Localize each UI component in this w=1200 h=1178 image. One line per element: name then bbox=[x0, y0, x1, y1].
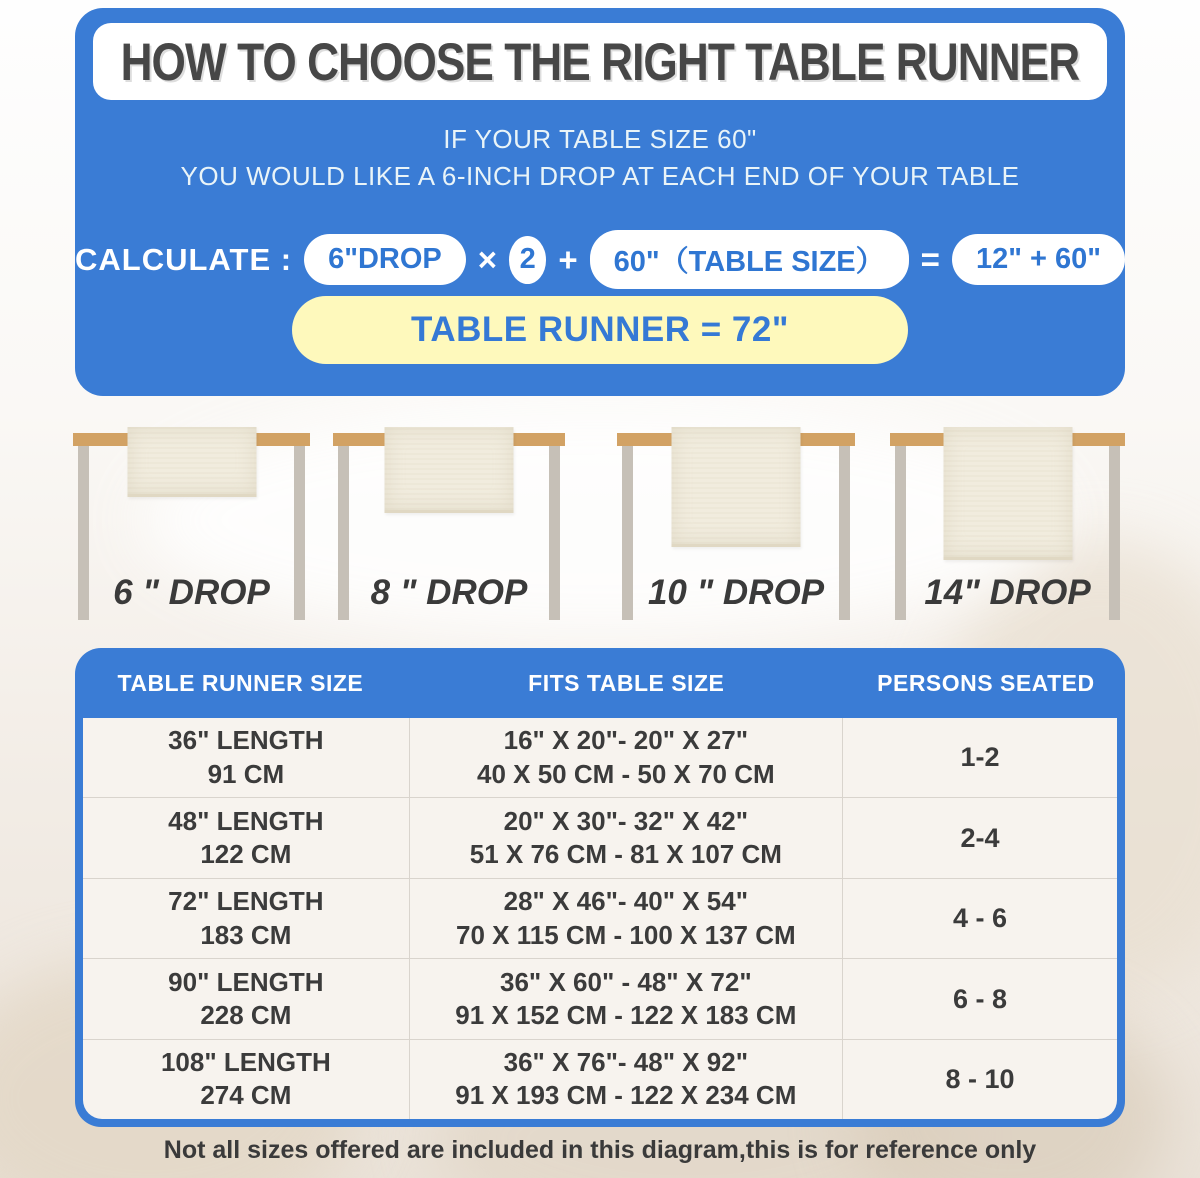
drop-illustration-14 bbox=[890, 425, 1125, 630]
drop-illustration-8 bbox=[333, 425, 565, 630]
drop-pill: 6"DROP bbox=[304, 234, 466, 285]
fits-inches: 28" X 46"- 40" X 54" bbox=[503, 886, 749, 917]
fits-cm: 40 X 50 CM - 50 X 70 CM bbox=[476, 758, 775, 789]
runner-length-cm: 122 CM bbox=[200, 839, 292, 870]
reference-note: Not all sizes offered are included in this diagram,this is for reference only bbox=[163, 1136, 1037, 1164]
fits-cm: 91 X 152 CM - 122 X 183 CM bbox=[455, 999, 797, 1030]
table-runner-14 bbox=[943, 427, 1072, 560]
sum-pill: 12" + 60" bbox=[952, 234, 1125, 285]
fits-inches: 36" X 60" - 48" X 72" bbox=[500, 966, 752, 997]
equals-sign: = bbox=[920, 240, 940, 278]
runner-size-cell bbox=[83, 879, 409, 958]
runner-length-cm: 183 CM bbox=[200, 919, 292, 950]
column-header-persons: PERSONS SEATED bbox=[877, 669, 1095, 696]
runner-size-cell bbox=[83, 718, 409, 797]
multiplier-badge: 2 bbox=[509, 236, 546, 284]
plus-sign: + bbox=[558, 240, 578, 278]
runner-length-cm: 274 CM bbox=[200, 1080, 292, 1111]
subtitle-line-2: YOU WOULD LIKE A 6-INCH DROP AT EACH END OF YOUR TABLE bbox=[180, 161, 1020, 191]
persons-cell: 4 - 6 bbox=[952, 903, 1007, 934]
runner-size-cell bbox=[83, 959, 409, 1038]
fits-inches: 20" X 30"- 32" X 42" bbox=[503, 805, 749, 836]
fits-inches: 36" X 76"- 48" X 92" bbox=[503, 1047, 749, 1078]
persons-cell: 8 - 10 bbox=[945, 1064, 1015, 1095]
times-sign: × bbox=[477, 240, 498, 278]
table-row bbox=[83, 958, 1117, 1038]
fits-size-cell bbox=[409, 718, 843, 797]
table-runner-8 bbox=[385, 427, 514, 513]
runner-length-cm: 228 CM bbox=[200, 999, 292, 1030]
runner-size-cell bbox=[83, 1040, 409, 1119]
subtitle-line-1: IF YOUR TABLE SIZE 60" bbox=[443, 124, 757, 154]
runner-size-cell bbox=[83, 798, 409, 877]
fits-cm: 51 X 76 CM - 81 X 107 CM bbox=[469, 839, 782, 870]
persons-cell: 2-4 bbox=[960, 822, 1000, 853]
size-chart-panel bbox=[75, 648, 1125, 1127]
runner-length-cm: 91 CM bbox=[207, 758, 285, 789]
fits-size-cell bbox=[409, 798, 843, 877]
page-title: HOW TO CHOOSE THE RIGHT TABLE RUNNER bbox=[120, 31, 1080, 92]
table-row bbox=[83, 718, 1117, 797]
persons-cell: 1-2 bbox=[960, 742, 1000, 773]
calculation-row bbox=[75, 230, 1125, 289]
title-box bbox=[93, 23, 1107, 100]
runner-length: 108" LENGTH bbox=[160, 1047, 331, 1078]
column-header-runner-size: TABLE RUNNER SIZE bbox=[117, 669, 364, 696]
runner-length: 72" LENGTH bbox=[168, 886, 324, 917]
drop-label: 6 " DROP bbox=[113, 573, 270, 612]
fits-size-cell bbox=[409, 879, 843, 958]
fits-size-cell bbox=[409, 1040, 843, 1119]
result-pill: TABLE RUNNER = 72" bbox=[292, 296, 908, 364]
fits-cm: 70 X 115 CM - 100 X 137 CM bbox=[456, 919, 796, 950]
table-row bbox=[83, 878, 1117, 958]
table-runner-6 bbox=[127, 427, 256, 497]
runner-length: 90" LENGTH bbox=[168, 966, 324, 997]
fits-size-cell bbox=[409, 959, 843, 1038]
table-runner-10 bbox=[672, 427, 801, 547]
drop-label: 8 " DROP bbox=[370, 573, 528, 612]
drop-illustration-6 bbox=[73, 425, 310, 630]
runner-length: 48" LENGTH bbox=[168, 805, 324, 836]
header-panel bbox=[75, 8, 1125, 396]
drop-illustration-10 bbox=[617, 425, 855, 630]
table-row bbox=[83, 797, 1117, 877]
drop-label: 10 " DROP bbox=[647, 573, 825, 612]
size-chart-body bbox=[83, 718, 1117, 1119]
runner-length: 36" LENGTH bbox=[168, 725, 324, 756]
table-size-pill: 60"（TABLE SIZE） bbox=[590, 230, 909, 289]
fits-cm: 91 X 193 CM - 122 X 234 CM bbox=[455, 1080, 797, 1111]
drop-label: 14" DROP bbox=[924, 573, 1091, 612]
fits-inches: 16" X 20"- 20" X 27" bbox=[503, 725, 749, 756]
persons-cell: 6 - 8 bbox=[952, 983, 1007, 1014]
calculate-label: CALCULATE : bbox=[75, 241, 293, 277]
column-header-fits-size: FITS TABLE SIZE bbox=[528, 669, 725, 696]
size-chart-header bbox=[75, 648, 1125, 718]
table-row bbox=[83, 1039, 1117, 1119]
